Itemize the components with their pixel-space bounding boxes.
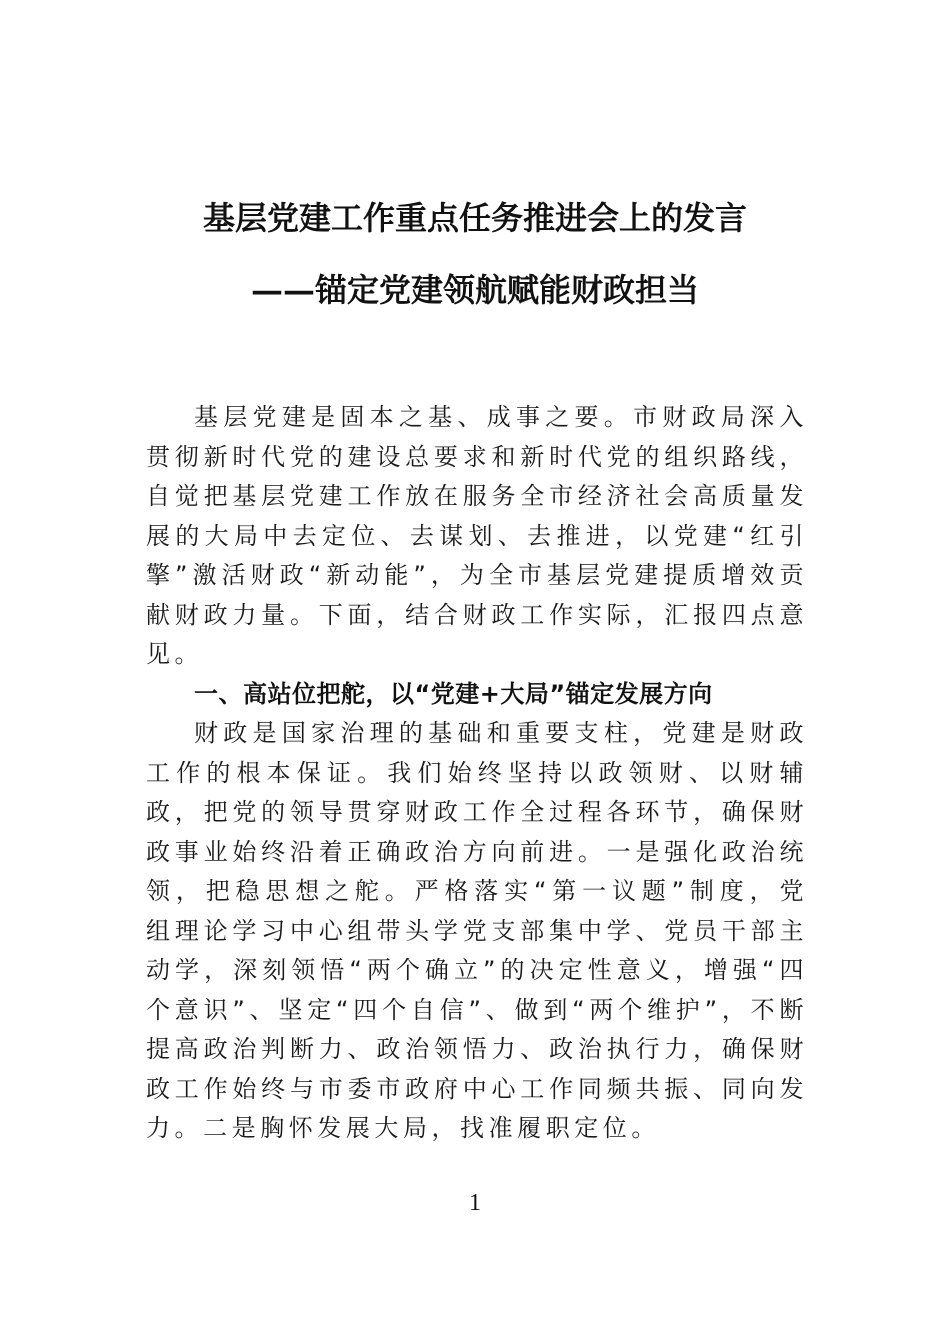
section-paragraph: 财政是国家治理的基础和重要支柱，党建是财政工作的根本保证。我们始终坚持以政领财、以财辅政，把党的领导贯穿财政工作全过程各环节，确保财政事业始终沿着正确政治方向前进。一是强化政治统领，把稳思想之舵。严格落实“第一议题”制度，党组理论学习中心组带头学党支部集中学、党员干部主动学，深刻领悟“两个确立”的决定性意义，增强“四个意识”、坚定“四个自信”、做到“两个维护”，不断提高政治判断力、政治领悟力、政治执行力，确保财政工作始终与市委市政府中心工作同频共振、同向发力。二是胸怀发展大局，找准履职定位。 xyxy=(146,719,808,1142)
document-subtitle: ——锚定党建领航赋能财政担当 xyxy=(250,271,699,309)
document-title: 基层党建工作重点任务推进会上的发言 xyxy=(202,199,747,237)
document-body xyxy=(146,398,808,1149)
intro-paragraph: 基层党建是固本之基、成事之要。市财政局深入贯彻新时代党的建设总要求和新时代党的组织路线，自觉把基层党建工作放在服务全市经济社会高质量发展的大局中去定位、去谋划、去推进，以党建“红引擎”激活财政“新动能”，为全市基层党建提质增效贡献财政力量。下面，结合财政工作实际，汇报四点意见。 xyxy=(146,403,808,668)
page-number: 1 xyxy=(469,1190,481,1216)
section-heading: 一、高站位把舵，以“党建+大局”锚定发展方向 xyxy=(194,679,713,708)
